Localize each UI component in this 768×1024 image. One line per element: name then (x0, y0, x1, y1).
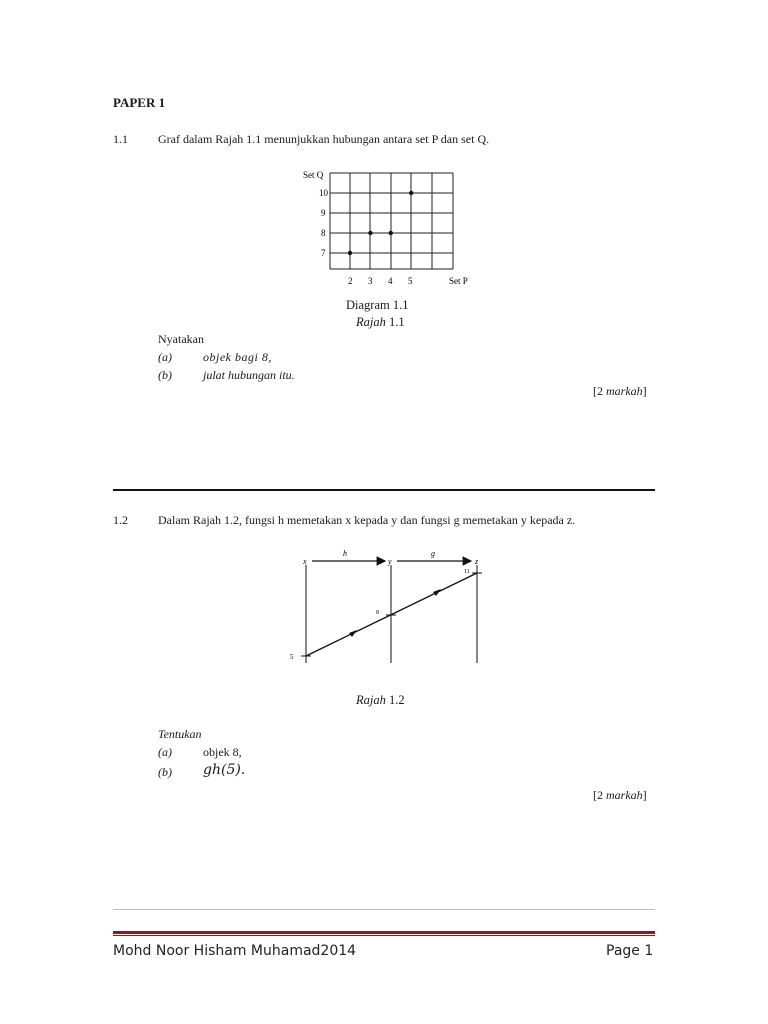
caption-rajah-1-1 (356, 315, 405, 330)
caption-rajah-word-2: Rajah (356, 693, 386, 707)
marks-close-2: ] (642, 788, 647, 802)
y-tick-7: 7 (321, 248, 326, 258)
part-text-b: julat hubungan itu. (203, 368, 295, 382)
graph-points (348, 191, 414, 255)
caption-rajah-word: Rajah (356, 315, 386, 329)
y-axis-label: Set Q (303, 170, 324, 180)
marks-open-2: [2 (593, 788, 606, 802)
footer-top-rule (113, 909, 655, 910)
section-divider (113, 489, 655, 491)
marks-open: [2 (593, 384, 606, 398)
grid-lines (330, 173, 453, 269)
part-label-2a: (a) (158, 745, 172, 759)
y-tick-8: 8 (321, 228, 326, 238)
y-tick-10: 10 (319, 188, 328, 198)
label-x: x (303, 557, 307, 566)
part-text-2a: objek 8, (203, 745, 242, 759)
value-x: 5 (290, 653, 294, 661)
x-tick-3: 3 (368, 276, 373, 286)
caption-diagram-1-1: Diagram 1.1 (346, 298, 409, 312)
marks-word-2: markah (606, 788, 643, 802)
label-g: g (431, 549, 435, 558)
part-label-2b: (b) (158, 765, 172, 779)
question-text-1-1: Graf dalam Rajah 1.1 menunjukkan hubungan antara set P dan set Q. (158, 132, 490, 146)
label-y: y (388, 557, 392, 566)
part-label-b: (b) (158, 368, 172, 382)
diagram-1-2 (285, 545, 495, 670)
graph-point-2 (368, 231, 372, 235)
question-text-1-2: Dalam Rajah 1.2, fungsi h memetakan x kepada y dan fungsi g memetakan y kepada z. (158, 513, 576, 527)
question-number-1-1: 1.1 (113, 132, 128, 146)
footer-page: Page 1 (606, 943, 654, 959)
footer-red-rule-thin (113, 935, 655, 936)
x-tick-2: 2 (348, 276, 353, 286)
instruction-nyatakan: Nyatakan (158, 332, 204, 346)
x-tick-5: 5 (408, 276, 413, 286)
x-tick-4: 4 (388, 276, 393, 286)
value-y: 8 (376, 610, 379, 616)
marks-close: ] (642, 384, 647, 398)
graph-point-1 (348, 251, 352, 255)
graph-1-1 (295, 165, 485, 290)
caption-rajah-number-2: 1.2 (388, 693, 405, 707)
question-number-1-2: 1.2 (113, 513, 128, 527)
marks-1-2 (593, 788, 647, 802)
paper-title: PAPER 1 (113, 95, 166, 110)
value-z: 11 (464, 569, 470, 575)
marks-word: markah (606, 384, 643, 398)
footer-red-rule (113, 931, 655, 934)
part-text-a: objek bagi 8, (203, 350, 272, 364)
caption-rajah-1-2 (356, 693, 405, 708)
direction-arrow-1 (349, 630, 357, 637)
x-axis-label: Set P (449, 276, 468, 286)
graph-point-4 (409, 191, 413, 195)
instruction-tentukan: Tentukan (158, 727, 202, 741)
footer-author: Mohd Noor Hisham Muhamad2014 (113, 943, 357, 959)
part-text-2b: gh(5). (203, 762, 246, 778)
part-label-a: (a) (158, 350, 172, 364)
direction-arrow-2 (433, 589, 441, 596)
caption-rajah-number: 1.1 (388, 315, 405, 329)
label-h: h (343, 549, 347, 558)
y-tick-9: 9 (321, 208, 326, 218)
graph-point-3 (389, 231, 393, 235)
marks-1-1 (593, 384, 647, 398)
label-z: z (475, 557, 479, 566)
